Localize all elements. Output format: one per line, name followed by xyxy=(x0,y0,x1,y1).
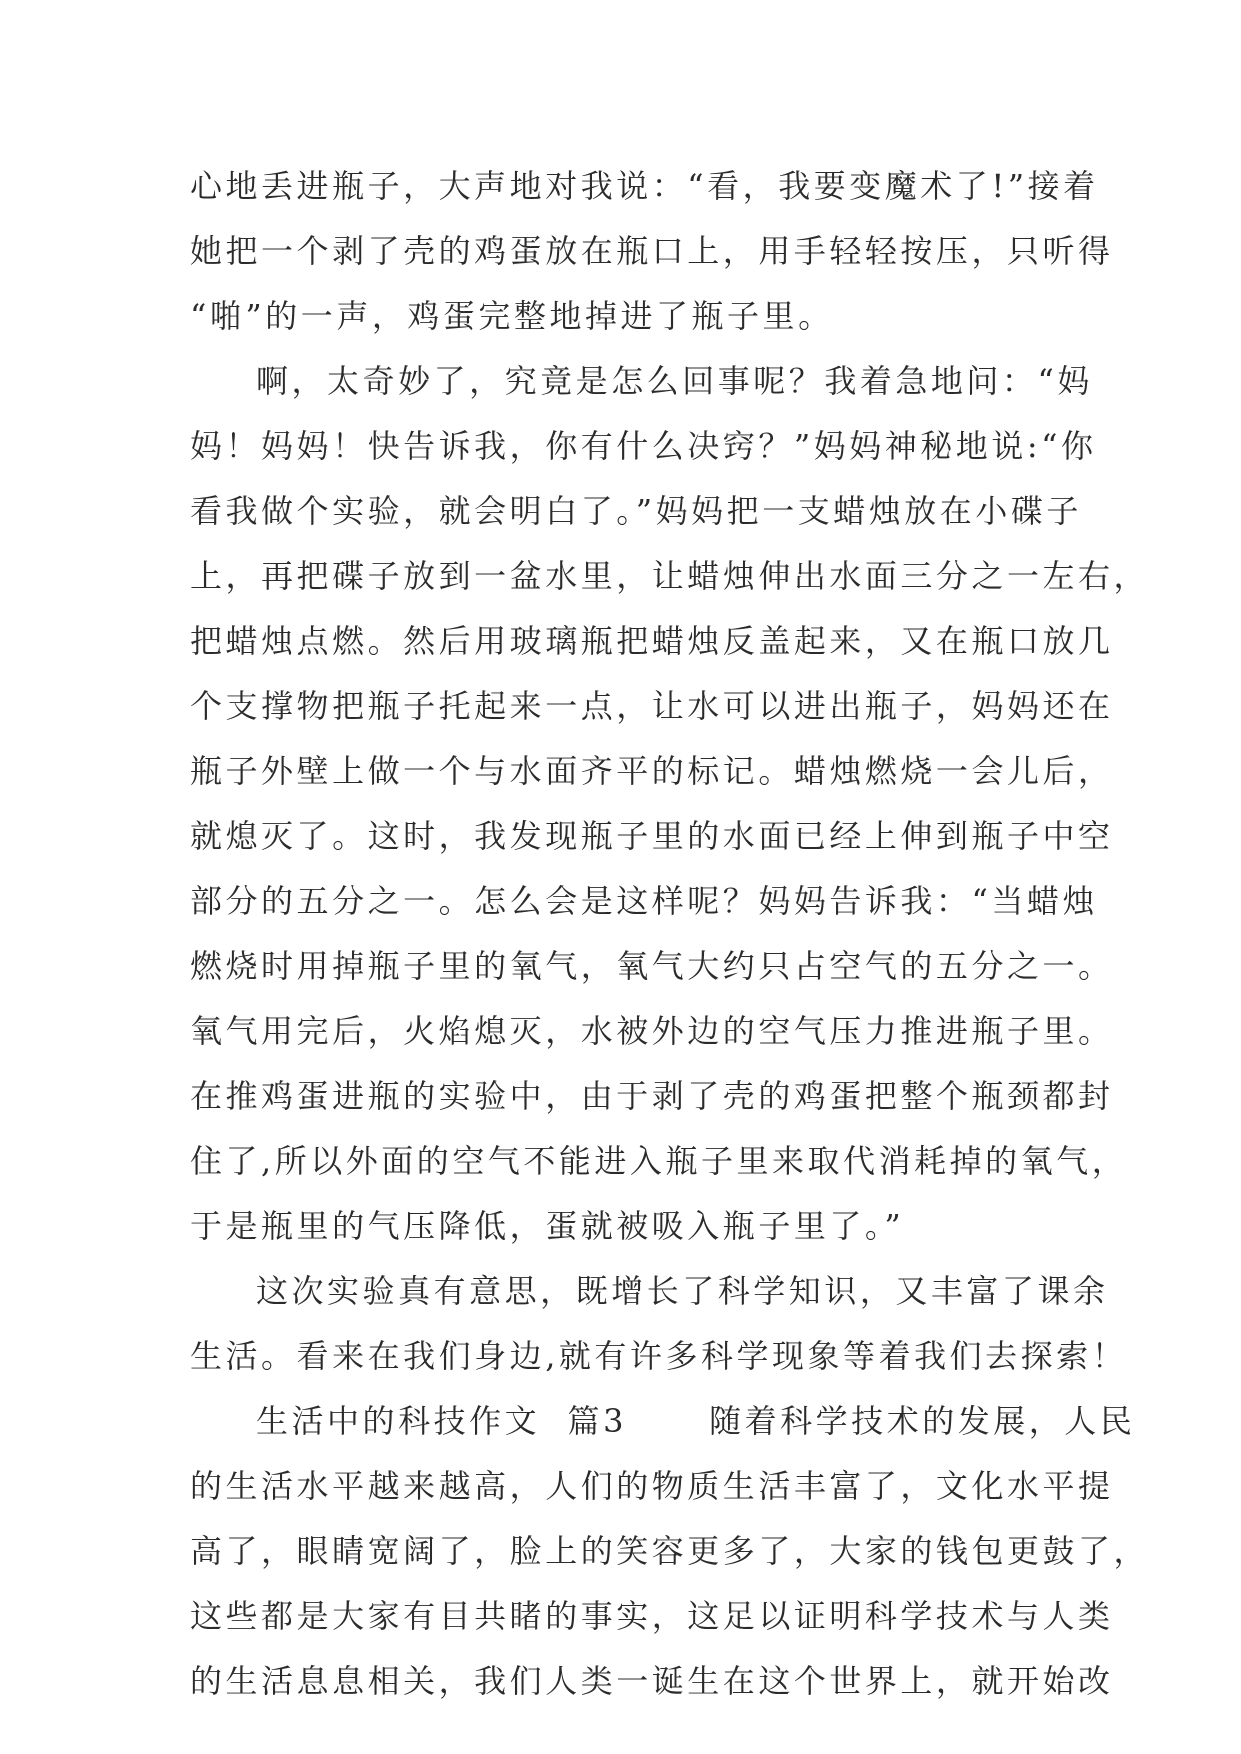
text-line: 于是瓶里的气压降低，蛋就被吸入瓶子里了。” xyxy=(190,1207,905,1245)
text-line: 这些都是大家有目共睹的事实，这足以证明科学技术与人类 xyxy=(190,1597,1114,1635)
text-line: 啊，太奇妙了，究竟是怎么回事呢？我着急地问：“妈 xyxy=(256,362,1093,400)
text-line: 燃烧时用掉瓶子里的氧气，氧气大约只占空气的五分之一。 xyxy=(190,947,1114,985)
text-line: 个支撑物把瓶子托起来一点，让水可以进出瓶子，妈妈还在 xyxy=(190,687,1114,725)
text-line: 高了，眼睛宽阔了，脸上的笑容更多了，大家的钱包更鼓了， xyxy=(190,1532,1150,1570)
text-line: “啪”的一声，鸡蛋完整地掉进了瓶子里。 xyxy=(190,297,834,335)
text-line: 就熄灭了。这时，我发现瓶子里的水面已经上伸到瓶子中空 xyxy=(190,817,1114,855)
essay-body xyxy=(190,154,1150,1714)
text-line: 瓶子外壁上做一个与水面齐平的标记。蜡烛燃烧一会儿后， xyxy=(190,752,1114,790)
text-line: 心地丢进瓶子，大声地对我说：“看，我要变魔术了!”接着 xyxy=(190,167,1099,205)
text-line: 的生活水平越来越高，人们的物质生活丰富了，文化水平提 xyxy=(190,1467,1114,1505)
text-line: 住了,所以外面的空气不能进入瓶子里来取代消耗掉的氧气， xyxy=(190,1142,1128,1180)
section-heading-line: 生活中的科技作文 篇3 随着科学技术的发展，人民 xyxy=(256,1402,1136,1440)
text-line: 妈！妈妈！快告诉我，你有什么决窍？”妈妈神秘地说:“你 xyxy=(190,427,1097,465)
text-line: 上，再把碟子放到一盆水里，让蜡烛伸出水面三分之一左右， xyxy=(190,557,1150,595)
text-line: 把蜡烛点燃。然后用玻璃瓶把蜡烛反盖起来，又在瓶口放几 xyxy=(190,622,1114,660)
text-line: 的生活息息相关，我们人类一诞生在这个世界上，就开始改 xyxy=(190,1662,1114,1700)
text-line: 她把一个剥了壳的鸡蛋放在瓶口上，用手轻轻按压，只听得 xyxy=(190,232,1114,270)
text-line: 生活。看来在我们身边,就有许多科学现象等着我们去探索！ xyxy=(190,1337,1128,1375)
text-line: 在推鸡蛋进瓶的实验中，由于剥了壳的鸡蛋把整个瓶颈都封 xyxy=(190,1077,1114,1115)
text-line: 部分的五分之一。怎么会是这样呢？妈妈告诉我：“当蜡烛 xyxy=(190,882,1098,920)
text-line: 这次实验真有意思，既增长了科学知识，又丰富了课余 xyxy=(256,1272,1109,1310)
text-line: 看我做个实验，就会明白了。”妈妈把一支蜡烛放在小碟子 xyxy=(190,492,1082,530)
text-line: 氧气用完后，火焰熄灭，水被外边的空气压力推进瓶子里。 xyxy=(190,1012,1114,1050)
